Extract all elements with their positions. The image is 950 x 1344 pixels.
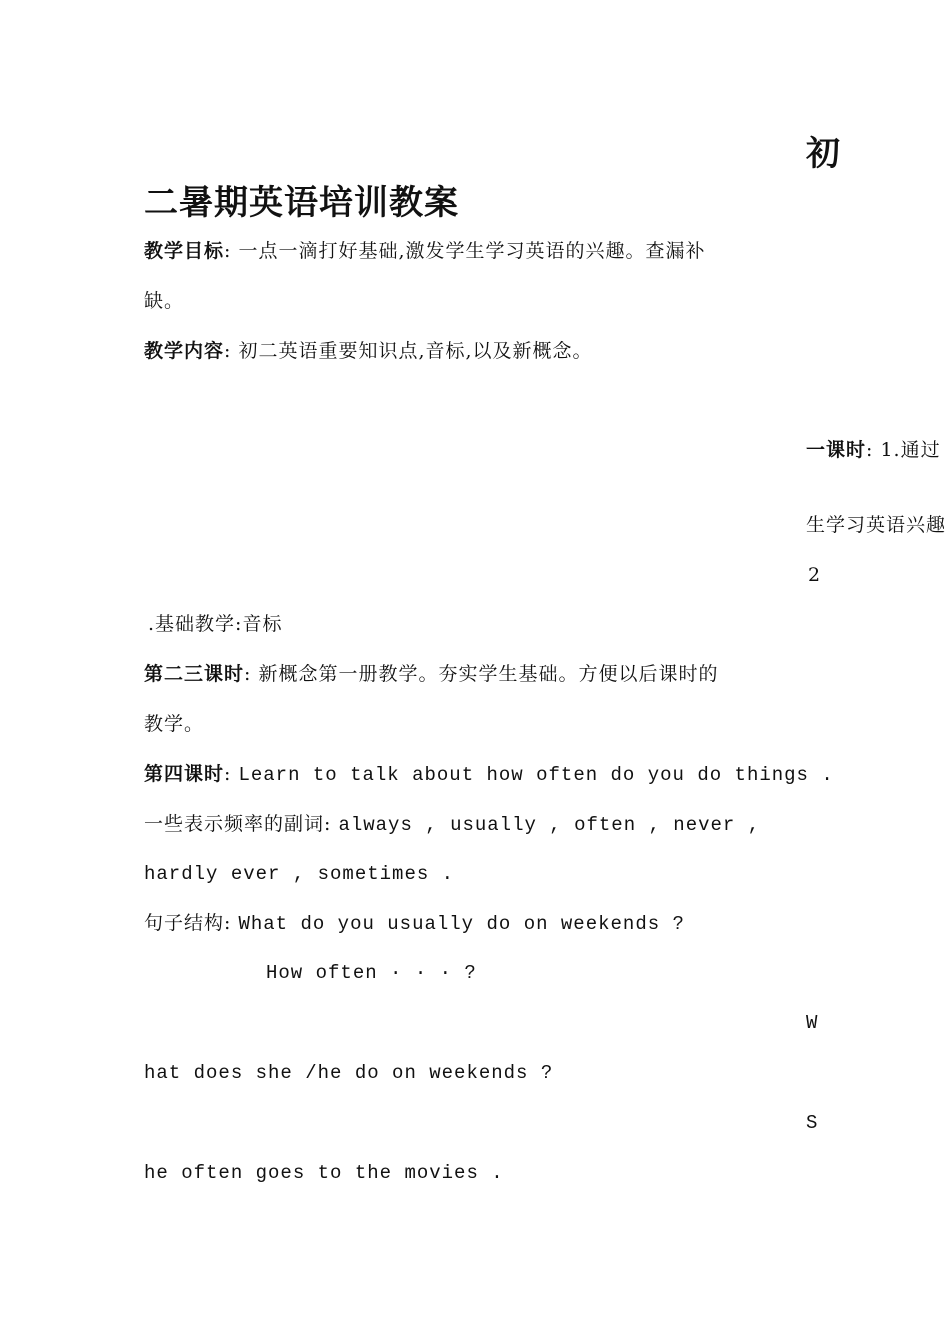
adverbs-list: always , usually , often , never , <box>338 814 761 836</box>
lesson4-label: 第四课时 <box>144 763 225 785</box>
objective-sep: : <box>224 240 232 262</box>
adverbs-line-2: hardly ever , sometimes . <box>144 863 455 885</box>
lesson23-label: 第二三课时 <box>144 663 245 685</box>
objective-line-2: 缺。 <box>144 290 185 312</box>
page-title: 二暑期英语培训教案 <box>144 183 459 223</box>
objective-label: 教学目标 <box>144 240 225 262</box>
question-line: hat does she /he do on weekends ? <box>144 1062 554 1084</box>
content-line <box>144 339 593 363</box>
lesson4-sep: : <box>224 763 232 785</box>
structure-line-2: How often · · · ? <box>266 962 477 984</box>
lesson1-line-4: .基础教学:音标 <box>148 613 283 635</box>
lesson1-line-2: 生学习英语兴趣 <box>806 514 947 536</box>
lesson23-text: 新概念第一册教学。夯实学生基础。方便以后课时的 <box>258 663 719 685</box>
content-label: 教学内容 <box>144 340 225 362</box>
adverbs-line <box>144 812 760 837</box>
question-first-char: W <box>806 1012 819 1034</box>
lesson1-sep: : <box>866 439 874 461</box>
structure-sentence: What do you usually do on weekends ? <box>238 913 685 935</box>
objective-line <box>144 239 706 263</box>
structure-line <box>144 911 685 936</box>
adverbs-label: 一些表示频率的副词: <box>144 813 332 835</box>
answer-first-char: S <box>806 1112 819 1134</box>
content-sep: : <box>224 340 232 362</box>
objective-text: 一点一滴打好基础,激发学生学习英语的兴趣。查漏补 <box>238 240 706 262</box>
lesson23-sep: : <box>244 663 252 685</box>
lesson1-line <box>806 438 941 462</box>
lesson1-label: 一课时 <box>806 439 867 461</box>
lesson4-line <box>144 762 834 787</box>
answer-line: he often goes to the movies . <box>144 1162 504 1184</box>
lesson1-line-3: 2 <box>808 564 822 586</box>
content-text: 初二英语重要知识点,音标,以及新概念。 <box>238 340 593 362</box>
lesson1-text: 1.通过 <box>880 439 941 461</box>
page-title-first-char: 初 <box>806 134 841 174</box>
structure-label: 句子结构: <box>144 912 232 934</box>
lesson23-line-2: 教学。 <box>144 713 205 735</box>
lesson23-line <box>144 662 718 686</box>
lesson4-text: Learn to talk about how often do you do things . <box>238 764 834 786</box>
